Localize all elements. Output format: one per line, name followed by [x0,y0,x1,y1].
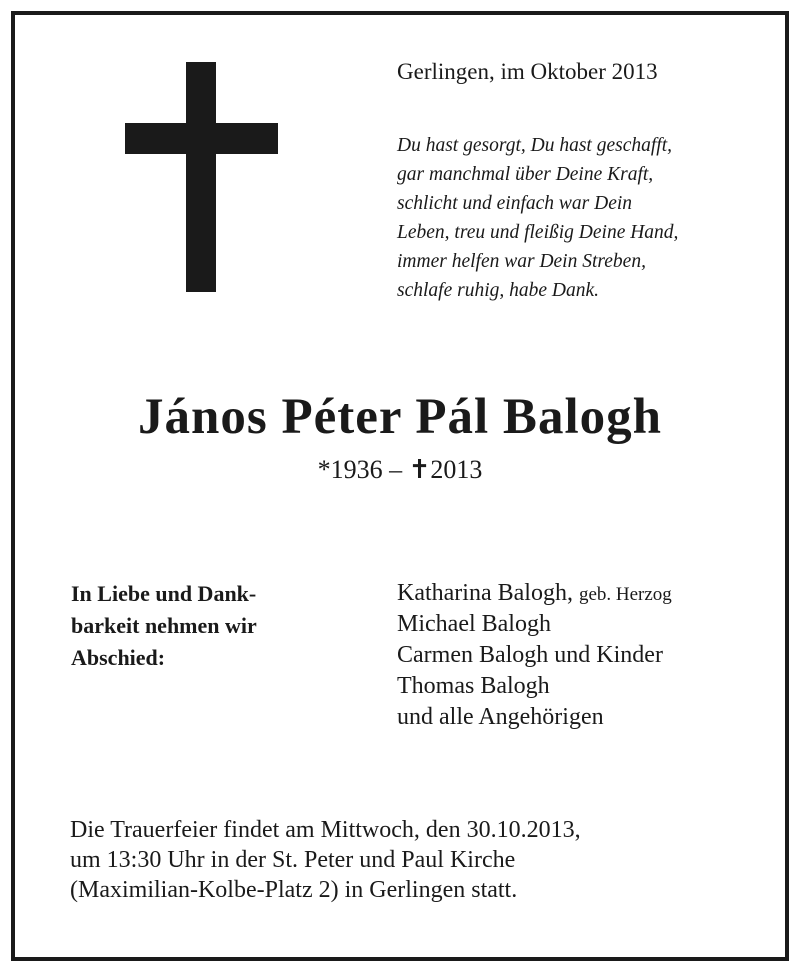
farewell-line: In Liebe und Dank- [71,581,257,606]
poem-line: gar manchmal über Deine Kraft, [397,164,654,185]
deceased-name: János Péter Pál Balogh [138,389,662,445]
ceremony-line: Die Trauerfeier findet am Mittwoch, den 30.10.2013, [70,817,581,843]
maiden-name-note: geb. Herzog [578,584,672,605]
mourner-item: und alle Angehörigen [397,704,604,730]
poem [397,131,678,305]
mourner-item: Thomas Balogh [397,673,550,699]
mourner-item: Michael Balogh [397,611,551,637]
farewell-text [71,578,257,674]
poem-line: Leben, treu und fleißig Deine Hand, [397,222,679,243]
ceremony-line: um 13:30 Uhr in der St. Peter und Paul Kirche [70,847,516,873]
ceremony-line: (Maximilian-Kolbe-Platz 2) in Gerlingen statt. [70,877,518,903]
farewell-line: barkeit nehmen wir [71,613,257,638]
mourner-name: Katharina Balogh, [397,580,573,606]
mourner-item [397,578,672,609]
mourner-item: Carmen Balogh und Kinder [397,642,663,668]
cross-vertical-beam [186,62,216,292]
place-date: Gerlingen, im Oktober 2013 [397,59,658,84]
farewell-line: Abschied: [71,645,166,670]
poem-line: Du hast gesorgt, Du hast geschafft, [397,135,672,156]
poem-line: schlicht und einfach war Dein [397,193,633,214]
poem-line: immer helfen war Dein Streben, [397,251,646,272]
cross-horizontal-beam [125,123,278,154]
mourners-list [397,578,672,733]
poem-line: schlafe ruhig, habe Dank. [397,280,600,301]
ceremony-notice [70,815,581,905]
life-dates: *1936 – ✝2013 [317,455,483,484]
